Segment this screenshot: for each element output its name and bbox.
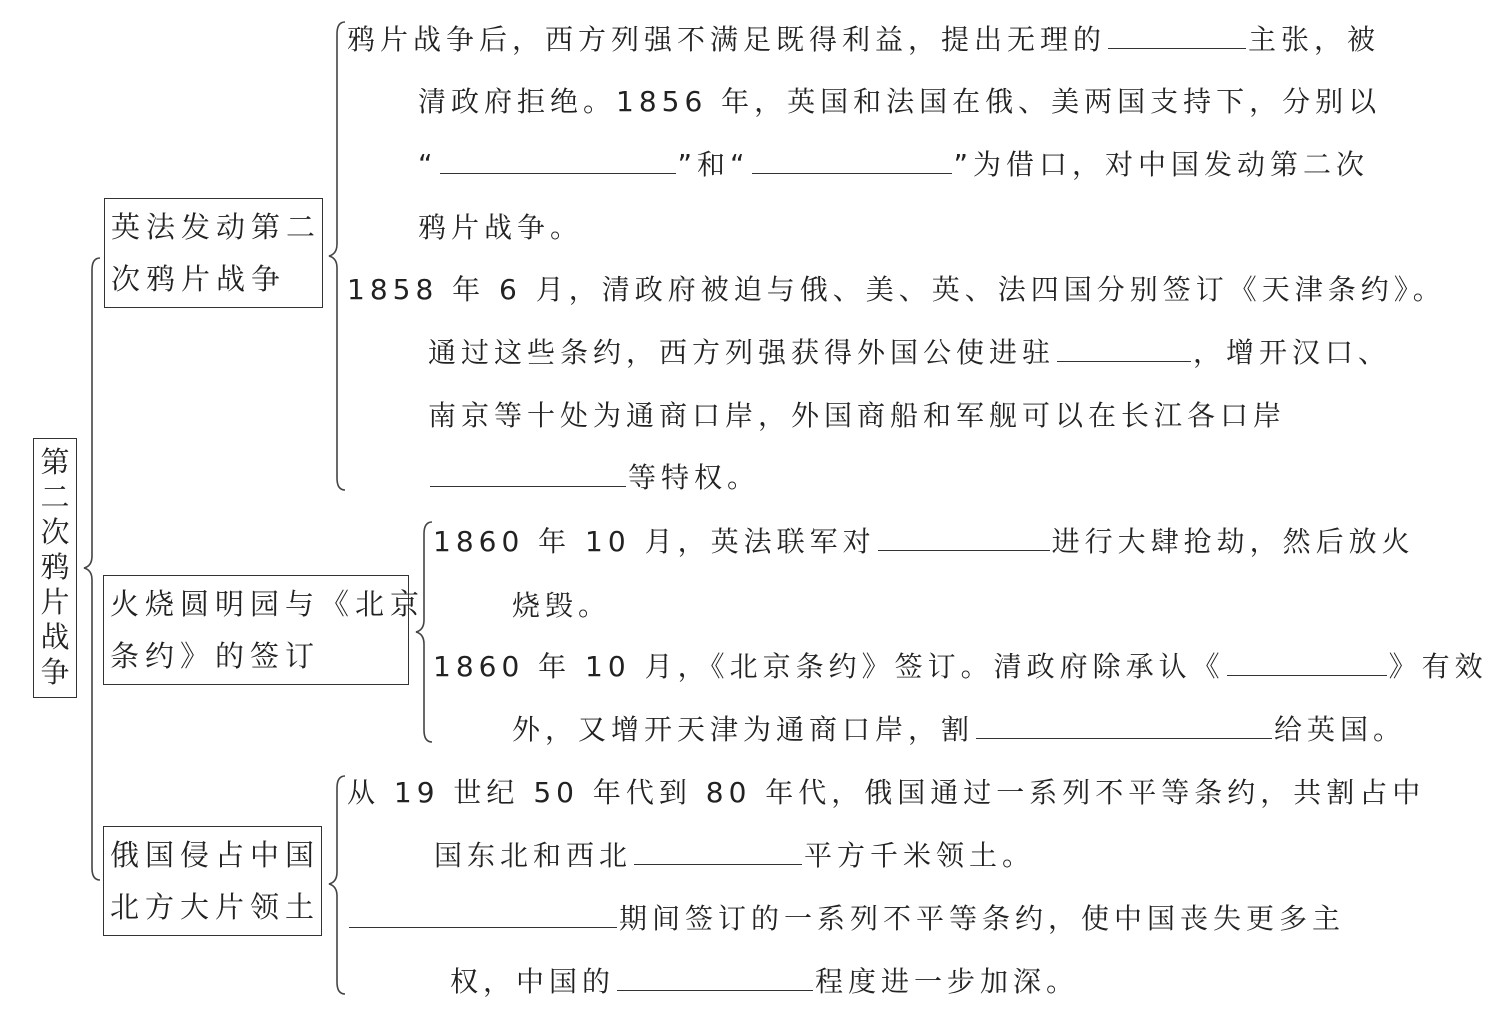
text-line: 鸦片战争后，西方列强不满足既得利益，提出无理的 主张，被 [347,23,1381,56]
section1-bracket [329,22,345,490]
text-line: 鸦片战争。 [418,211,584,244]
section-label-box-3 [103,826,322,936]
text-line: 国东北和西北 平方千米领土。 [434,839,1036,872]
main-bracket [84,258,100,880]
fill-blank[interactable] [752,153,952,174]
section-label-line: 条约》的签订 [110,639,321,673]
section-label-box-1 [104,198,323,308]
text-line: 期间签订的一系列不平等条约，使中国丧失更多主 [347,897,1345,937]
text-line: 通过这些条约，西方列强获得外国公使进驻 ，增开汉口、 [428,336,1392,369]
text-line: 从 19 世纪 50 年代到 80 年代，俄国通过一系列不平等条约，共割占中 [347,776,1426,809]
section-label-line: 火烧圆明园与《北京 [110,587,426,621]
page-title: 第 二 次 鸦 片 战 争 [40,445,70,689]
text-line: 1858 年 6 月，清政府被迫与俄、美、英、法四国分别签订《天津条约》。 [347,273,1446,306]
text-line: “ ”和“ ”为借口，对中国发动第二次 [418,148,1370,181]
section2-bracket [416,522,432,742]
section-label-line: 俄国侵占中国 [110,838,321,872]
title-box [33,438,77,698]
section3-bracket [329,776,345,994]
text-line: 1860 年 10 月，《北京条约》签订。清政府除承认《 》有效 [433,650,1488,683]
fill-blank[interactable] [349,907,617,928]
fill-blank[interactable] [1227,655,1387,676]
section-label-line: 英法发动第二 [111,210,322,244]
text-line: 外，又增开天津为通商口岸，割 给英国。 [512,713,1407,746]
fill-blank[interactable] [440,153,676,174]
text-line: 1860 年 10 月，英法联军对 进行大肆抢劫，然后放火 [433,525,1415,558]
fill-blank[interactable] [634,844,802,865]
fill-blank[interactable] [878,530,1050,551]
section-label-box-2 [103,575,426,685]
text-line: 烧毁。 [512,589,612,622]
fill-blank[interactable] [976,718,1272,739]
section-label-line: 次鸦片战争 [111,262,287,296]
text-line: 南京等十处为通商口岸，外国商船和军舰可以在长江各口岸 [428,399,1287,432]
text-line: 等特权。 [428,456,760,496]
section-label-line: 北方大片领土 [110,890,321,924]
text-line: 权，中国的 程度进一步加深。 [450,965,1080,998]
text-line: 清政府拒绝。1856 年，英国和法国在俄、美两国支持下，分别以 [418,85,1382,118]
fill-blank[interactable] [1108,28,1246,49]
fill-blank[interactable] [430,466,626,487]
fill-blank[interactable] [1057,341,1191,362]
fill-blank[interactable] [617,970,813,991]
